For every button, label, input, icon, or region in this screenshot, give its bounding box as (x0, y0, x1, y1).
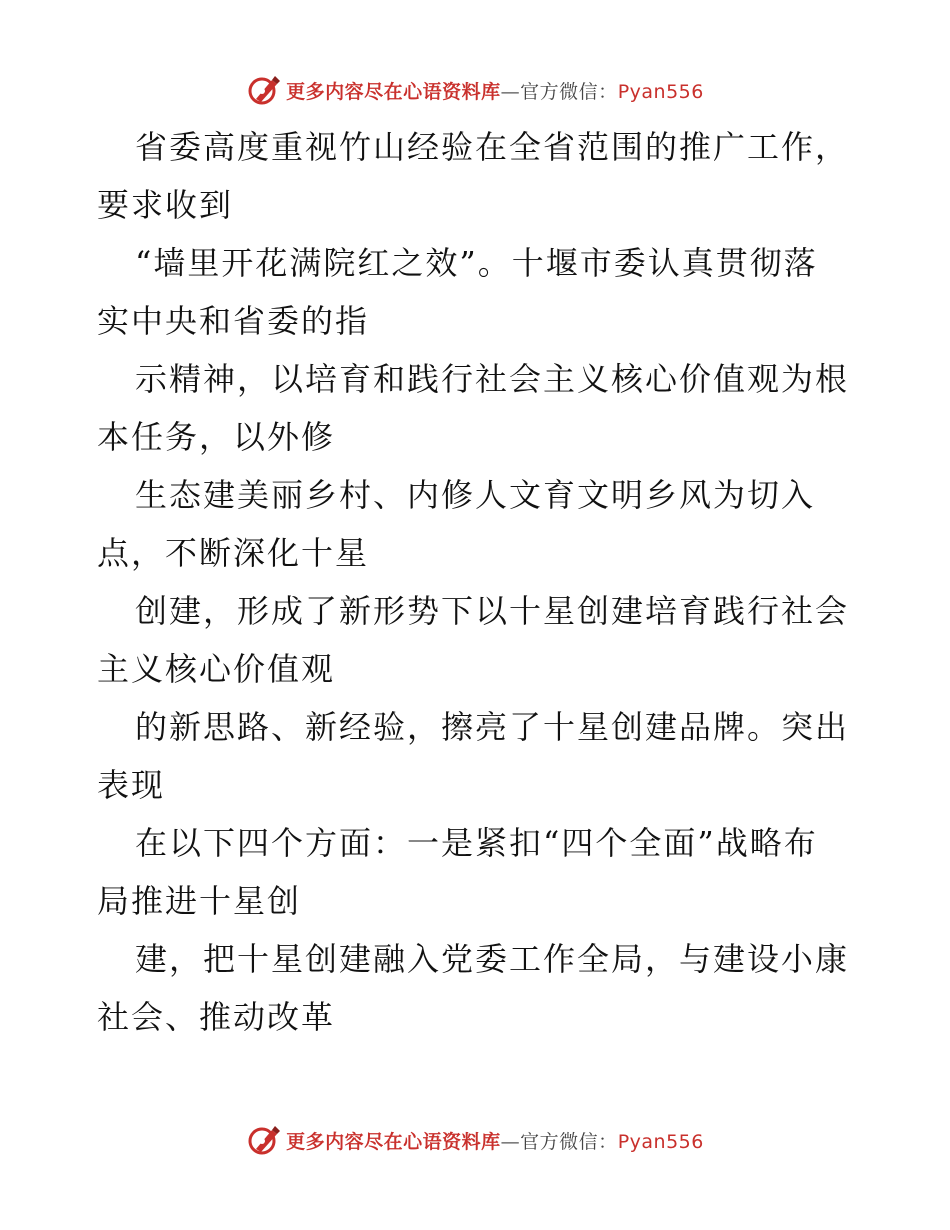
text-line: 表现 (97, 766, 166, 804)
text-line: 生态建美丽乡村、内修人文育文明乡风为切入 (135, 476, 816, 514)
text-line: “墙里开花满院红之效”。十堰市委认真贯彻落 (135, 244, 818, 282)
text-line: 省委高度重视竹山经验在全省范围的推广工作， (135, 128, 850, 166)
footer-banner (0, 1120, 950, 1160)
text-line: 建，把十星创建融入党委工作全局，与建设小康 (135, 940, 850, 978)
header-separator: — (500, 80, 521, 103)
footer-text (286, 1127, 704, 1154)
text-line: 的新思路、新经验，擦亮了十星创建品牌。突出 (135, 708, 850, 746)
header-banner (0, 70, 950, 110)
text-line: 社会、推动改革 (97, 998, 336, 1036)
text-line: 示精神，以培育和践行社会主义核心价值观为根 (135, 360, 850, 398)
pen-logo-icon (246, 1122, 282, 1158)
header-site-label: 更多内容尽在心语资料库 (286, 80, 501, 103)
document-body (97, 118, 857, 1046)
footer-separator: — (500, 1130, 521, 1153)
text-line: 在以下四个方面：一是紧扣“四个全面”战略布 (135, 824, 818, 862)
header-wechat-id: Pyan556 (617, 80, 704, 103)
text-line: 点，不断深化十星 (97, 534, 370, 572)
text-line: 主义核心价值观 (97, 650, 336, 688)
text-line: 要求收到 (97, 186, 234, 224)
footer-site-label: 更多内容尽在心语资料库 (286, 1130, 501, 1153)
text-line: 实中央和省委的指 (97, 302, 370, 340)
footer-official-label: 官方微信： (520, 1130, 618, 1153)
pen-logo-icon (246, 72, 282, 108)
header-official-label: 官方微信： (520, 80, 618, 103)
text-line: 创建，形成了新形势下以十星创建培育践行社会 (135, 592, 850, 630)
header-text (286, 77, 704, 104)
footer-wechat-id: Pyan556 (617, 1130, 704, 1153)
text-line: 局推进十星创 (97, 882, 302, 920)
text-line: 本任务，以外修 (97, 418, 336, 456)
